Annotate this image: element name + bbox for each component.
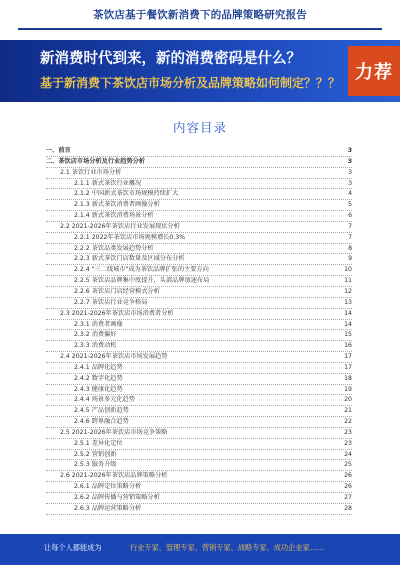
toc-entry-page: 23 <box>344 439 352 447</box>
toc-entry[interactable] <box>46 417 352 428</box>
toc-entry-page: 26 <box>344 472 352 480</box>
toc-entry[interactable] <box>46 330 352 341</box>
toc-entry[interactable] <box>46 179 352 190</box>
toc-entry-title: 2.4.1 品牌化趋势 <box>74 363 123 371</box>
toc-entry-page: 28 <box>344 504 352 512</box>
toc-entry-page: 10 <box>344 266 352 274</box>
toc-entry[interactable] <box>46 450 352 461</box>
toc-entry-page: 22 <box>344 418 352 426</box>
toc-entry-page: 6 <box>348 212 352 220</box>
toc-entry-title: 2.5 2021-2026年茶饮店市场竞争策略 <box>60 428 168 436</box>
toc-title: 内容目录 <box>172 120 227 135</box>
toc-entry[interactable] <box>46 341 352 352</box>
toc-entry[interactable] <box>46 233 352 244</box>
toc-entry[interactable] <box>46 211 352 222</box>
toc-entry-page: 3 <box>348 168 352 176</box>
header-rule <box>18 28 382 30</box>
toc-entry-title: 一、前言 <box>46 147 71 154</box>
toc-entry-page: 12 <box>344 287 352 295</box>
toc-entry-title: 2.3.3 消费动机 <box>74 342 117 350</box>
toc-entry[interactable] <box>46 471 352 482</box>
toc-entry[interactable] <box>46 482 352 493</box>
toc-entry-page: 14 <box>344 320 352 328</box>
toc-entry[interactable] <box>46 493 352 504</box>
toc-entry-page: 27 <box>344 494 352 501</box>
toc-entry-title: 2.1.4 新式茶饮消费场景分析 <box>74 212 154 220</box>
toc-entry[interactable] <box>46 460 352 471</box>
report-header <box>0 0 400 32</box>
toc-entry-title: 2.2 2021-2026年茶饮店行业发展现状分析 <box>60 222 180 230</box>
toc-entry[interactable] <box>46 298 352 309</box>
toc-entry-title: 2.1 茶饮行业市场分析 <box>60 168 122 176</box>
toc-entry-title: 2.4.6 跨界融合趋势 <box>74 418 129 426</box>
footer-roles: 行业专家、管理专家、营销专家、战略专家、成功企业家…… <box>130 543 325 552</box>
toc-entry-title: 2.2.4 "三二线城市"成为茶饮品牌扩张的主要方向 <box>74 266 209 274</box>
toc-entry-title: 2.5.3 服务升级 <box>74 461 117 469</box>
toc-entry-title: 2.3.1 消费者画像 <box>74 320 123 328</box>
toc-entry[interactable] <box>46 374 352 385</box>
toc-entry-title: 2.3 2021-2026年茶饮店市场消费者分析 <box>60 309 174 317</box>
hero-headline: 新消费时代到来，新的消费密码是什么？ <box>40 51 301 67</box>
toc-entry-page: 15 <box>344 331 352 339</box>
toc-entry[interactable] <box>46 428 352 439</box>
toc-entry-title: 2.4.2 数字化趋势 <box>74 374 123 382</box>
toc-entry-page: 20 <box>344 396 352 404</box>
toc-entry[interactable] <box>46 385 352 396</box>
toc-entry-page: 8 <box>348 244 352 252</box>
toc-entry-title: 2.4.5 产品创新趋势 <box>74 407 129 415</box>
toc-entry-title: 2.3.2 消费偏好 <box>74 331 117 339</box>
footer-slogan: 让每个人都能成为 <box>44 543 102 552</box>
toc-entry-page: 23 <box>344 428 352 436</box>
toc-entry-title: 2.2.5 茶饮店品牌集中度提升，头部品牌加速布局 <box>74 277 210 285</box>
toc-entry-page: 24 <box>344 450 352 458</box>
toc-entry-page: 13 <box>344 298 352 306</box>
toc-entry-title: 2.6.2 品牌传播与营销策略分析 <box>74 494 160 501</box>
hero-subheadline: 基于新消费下茶饮店市场分析及品牌策略如何制定？？？ <box>40 76 341 90</box>
toc-entry-title: 二、茶饮店市场分析及行业趋势分析 <box>46 157 145 165</box>
toc-entry-title: 2.6 2021-2026年茶饮店品牌策略分析 <box>60 472 168 480</box>
footer-banner <box>0 534 400 565</box>
hero-banner <box>0 40 400 102</box>
toc-entry[interactable] <box>46 254 352 265</box>
toc-entry-title: 2.2.7 茶饮店行业竞争格局 <box>74 298 148 306</box>
toc-entry[interactable] <box>46 320 352 331</box>
toc-entry-page: 4 <box>348 190 352 198</box>
toc-entry-title: 2.4.3 健康化趋势 <box>74 385 123 393</box>
toc-entry-title: 2.5.1 差异化定位 <box>74 439 123 447</box>
toc-entry-page: 3 <box>348 179 352 187</box>
toc-entry-title: 2.2.2 茶饮品类发展趋势分析 <box>74 244 154 252</box>
toc-entry-page: 3 <box>347 147 352 154</box>
toc-entry[interactable] <box>46 222 352 233</box>
toc-entry-title: 2.2.6 茶饮店门店经营模式分析 <box>74 287 160 295</box>
toc-entry[interactable] <box>46 276 352 287</box>
toc-entry-title: 2.1.2 中国新式茶饮市场规模持续扩大 <box>74 190 179 198</box>
toc-entry[interactable] <box>46 189 352 200</box>
toc-entry-page: 14 <box>344 309 352 317</box>
toc-entry-title: 2.6.1 品牌定位策略分析 <box>74 483 142 491</box>
toc-entry-title: 2.4.4 场景多元化趋势 <box>74 396 136 404</box>
toc-entry-title: 2.1.1 新式茶饮行业概况 <box>74 179 142 187</box>
toc-entry-page: 17 <box>344 353 352 361</box>
toc-entry-page: 17 <box>344 363 352 371</box>
toc-entry[interactable] <box>46 352 352 363</box>
toc-entry[interactable] <box>46 395 352 406</box>
toc-entry[interactable] <box>46 287 352 298</box>
report-title: 茶饮店基于餐饮新消费下的品牌策略研究报告 <box>93 9 307 21</box>
toc-entry-title: 2.5.2 营销创新 <box>74 450 117 458</box>
toc-entry[interactable] <box>46 168 352 179</box>
toc-entry-page: 18 <box>344 374 352 382</box>
toc-entry-page: 5 <box>348 201 352 209</box>
toc-entry-page: 21 <box>344 407 352 415</box>
toc-entry-title: 2.6.3 品牌运营策略分析 <box>74 504 142 512</box>
toc-entry-title: 2.1.3 新式茶饮消费者画像分析 <box>74 201 160 209</box>
toc-entry[interactable] <box>46 157 352 168</box>
toc-entry-page: 16 <box>344 342 352 350</box>
toc-entry[interactable] <box>46 406 352 417</box>
toc-entry[interactable] <box>46 504 352 515</box>
toc-entry[interactable] <box>46 363 352 374</box>
toc-entry-page: 3 <box>347 157 352 165</box>
toc-entry-page: 11 <box>344 277 352 285</box>
toc-entry-page: 7 <box>348 233 352 241</box>
table-of-contents <box>46 146 352 515</box>
toc-entry[interactable] <box>46 309 352 320</box>
logo-badge: 力荐 <box>348 46 400 96</box>
toc-entry[interactable] <box>46 439 352 450</box>
toc-entry-page: 26 <box>344 483 352 491</box>
toc-entry[interactable] <box>46 200 352 211</box>
toc-entry[interactable] <box>46 146 352 157</box>
toc-entry-page: 19 <box>344 385 352 393</box>
toc-entry[interactable] <box>46 265 352 276</box>
toc-entry-title: 2.2.1 2022年茶饮店市场规模增长0.3% <box>74 233 186 241</box>
toc-entry-page: 7 <box>348 222 352 230</box>
toc-entry-page: 25 <box>344 461 352 469</box>
toc-entry-page: 9 <box>348 255 352 263</box>
toc-entry-title: 2.4 2021-2026年茶饮店市场发展趋势 <box>60 353 168 361</box>
toc-entry[interactable] <box>46 244 352 255</box>
toc-entry-title: 2.2.3 新式茶饮门店数量及区域分布分析 <box>74 255 185 263</box>
